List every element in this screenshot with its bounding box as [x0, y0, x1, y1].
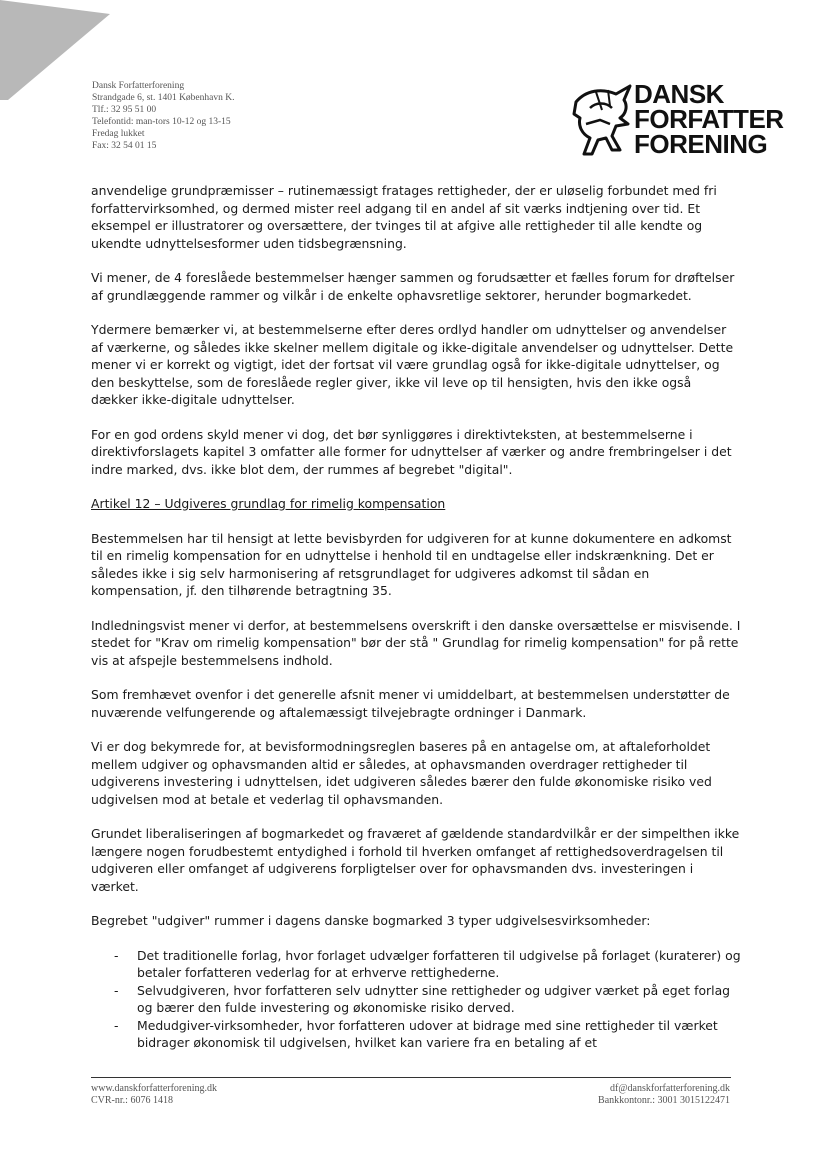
- logo-line: FORENING: [634, 129, 768, 159]
- paragraph: Bestemmelsen har til hensigt at lette bevisbyrden for udgiveren for at kunne dokumentere en adkomst til en rimelig kompensation for en udnyttelse i henhold til en undtagelse eller indskrænkning. Det er således ikke i sig selv harmonisering af retsgrundlaget for udgiveres adkomst til sådan en kompensation, jf. den tilhørende betragtning 35.: [91, 530, 732, 598]
- list-item-text: Det traditionelle forlag, hvor forlaget udvælger forfatteren til udgivelse på forlaget (kuraterer) og betaler forfatteren vederlag for at erhverve rettighederne.: [137, 947, 741, 980]
- list-item: [91, 1017, 741, 1052]
- address-line: Telefontid: man-tors 10-12 og 13-15: [92, 117, 231, 127]
- paragraph: Vi mener, de 4 foreslåede bestemmelser hænger sammen og forudsætter et fælles forum for drøftelser af grundlæggende rammer og vilkår i de enkelte ophavsretlige sektorer, herunder bogmarkedet.: [91, 270, 735, 303]
- logo-line: DANSK: [634, 79, 724, 109]
- list-item: [91, 982, 741, 1017]
- paragraph: Vi er dog bekymrede for, at bevisformodningsreglen baseres på en antagelse om, at aftaleforholdet mellem udgiver og ophavsmanden altid er således, at ophavsmanden overdrager rettigheder til udgiverens investering i udnyttelsen, idet udgiveren således bærer den fulde økonomiske risiko ved udgivelsen mod at betale et vederlag til ophavsmanden.: [91, 739, 712, 807]
- cvr-number: CVR-nr.: 6076 1418: [91, 1095, 173, 1106]
- paragraph: Ydermere bemærker vi, at bestemmelserne efter deres ordlyd handler om udnyttelser og anvendelser af værkerne, og således ikke skelner mellem digitale og ikke-digitale anvendelser og udnyttelser. Dette mener vi er korrekt og vigtigt, idet der fortsat vil være grundlag også for ikke-digitale udnyttelser, og den beskyttelse, som de foreslåede regler giver, ikke vil leve op til hensigten, hvis den ikke også dækker ikke-digitale udnyttelser.: [91, 322, 734, 407]
- paragraph: Begrebet "udgiver" rummer i dagens danske bogmarked 3 typer udgivelsesvirksomheder:: [91, 913, 651, 928]
- sender-address: [92, 80, 234, 152]
- bullet-marker: -: [114, 947, 119, 963]
- paragraph: Indledningsvist mener vi derfor, at bestemmelsens overskrift i den danske oversættelse er misvisende. I stedet for "Krav om rimelig kompensation" bør der stå " Grundlag for rimelig kompensation" for på rette vis at afspejle bestemmelsens indhold.: [91, 617, 741, 668]
- address-line: Tlf.: 32 95 51 00: [92, 105, 157, 115]
- publisher-types-list: [91, 947, 741, 1052]
- paragraph: anvendelige grundpræmisser – rutinemæssigt fratages rettigheder, der er uløselig forbundet med fri forfattervirksomhed, og dermed mister reel adgang til en andel af sit værks indtjening over tid. Et eksempel er illustratorer og oversættere, der tvinges til at afgive alle rettigheder til alle kendte og ukendte udnyttelsesformer uden tidsbegrænsning.: [91, 183, 717, 251]
- paragraph: Grundet liberaliseringen af bogmarkedet og fraværet af gældende standardvilkår er der simpelthen ikke længere nogen forudbestemt entydighed i forhold til hverken omfanget af rettighedsoverdragelsen til udgiveren eller omfanget af udgiverens forpligtelser over for ophavsmanden dvs. investeringen i værket.: [91, 826, 740, 894]
- email-link[interactable]: df@danskforfatterforening.dk: [610, 1083, 730, 1094]
- pegasus-logo-icon: [572, 84, 634, 156]
- list-item-text: Medudgiver-virksomheder, hvor forfatteren udover at bidrage med sine rettigheder til værket bidrager økonomisk til udgivelsen, hvilket kan variere fra en betaling af et: [137, 1017, 718, 1050]
- paragraph: Som fremhævet ovenfor i det generelle afsnit mener vi umiddelbart, at bestemmelsen understøtter de nuværende velfungerende og aftalemæssigt tilvejebragte ordninger i Danmark.: [91, 687, 730, 720]
- letter-body: [91, 182, 741, 1052]
- list-item-text: Selvudgiveren, hvor forfatteren selv udnytter sine rettigheder og udgiver værket på eget forlag og bærer den fulde investering og økonomiske risiko derved.: [137, 982, 731, 1015]
- section-heading: Artikel 12 – Udgiveres grundlag for rimelig kompensation: [91, 496, 446, 511]
- list-item: [91, 947, 741, 982]
- organization-logo: [572, 79, 784, 160]
- address-line: Dansk Forfatterforening: [92, 81, 185, 91]
- bullet-marker: -: [114, 1017, 119, 1033]
- address-line: Fredag lukket: [92, 129, 145, 139]
- footer-divider: [91, 1077, 731, 1078]
- address-line: Strandgade 6, st. 1401 København K.: [92, 93, 235, 103]
- address-line: Fax: 32 54 01 15: [92, 141, 157, 151]
- paragraph: For en god ordens skyld mener vi dog, det bør synliggøres i direktivteksten, at bestemmelserne i direktivforslagets kapitel 3 omfatter alle former for udnyttelser af værker og andre frembringelser i det indre marked, dvs. ikke blot dem, der rummes af begrebet "digital".: [91, 426, 732, 477]
- bullet-marker: -: [114, 982, 119, 998]
- website-link[interactable]: www.danskforfatterforening.dk: [91, 1083, 217, 1094]
- footer-contact-right: [598, 1083, 730, 1107]
- logo-line: FORFATTER: [634, 104, 784, 134]
- logo-wordmark: [634, 79, 784, 159]
- footer-contact-left: [91, 1083, 217, 1107]
- bank-account: Bankkontonr.: 3001 3015122471: [598, 1095, 730, 1106]
